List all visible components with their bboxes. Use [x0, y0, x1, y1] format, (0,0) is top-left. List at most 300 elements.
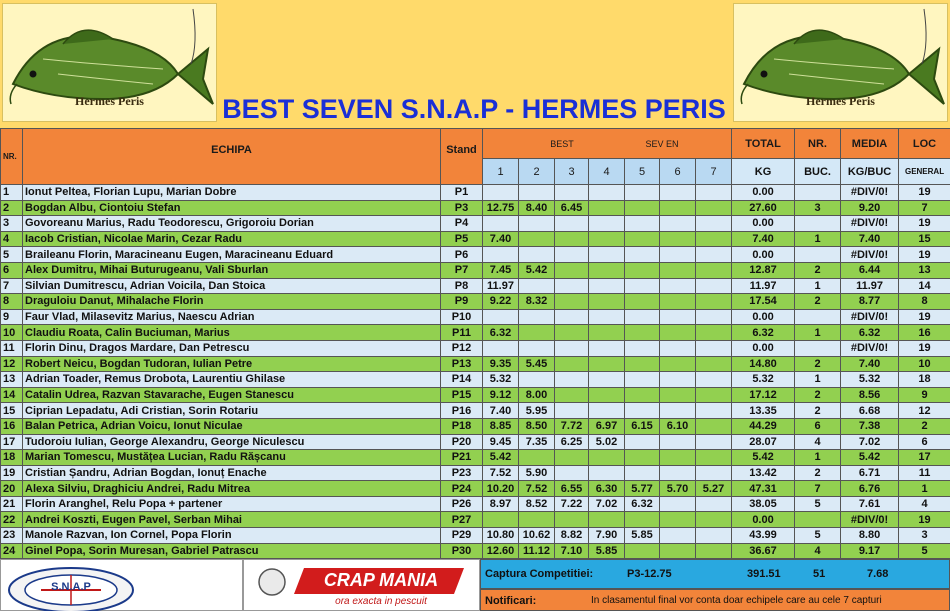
row-loc: 17 — [899, 450, 950, 466]
row-weigh-2: 10.62 — [519, 528, 555, 544]
col-media: MEDIA — [841, 129, 899, 159]
row-weigh-4: 5.02 — [589, 434, 625, 450]
row-team: Cristian Șandru, Adrian Bogdan, Ionuț Enache — [23, 465, 441, 481]
row-weigh-7 — [696, 200, 732, 216]
captura-best: P3-12.75 — [627, 568, 672, 580]
row-weigh-5: 6.32 — [625, 496, 660, 512]
row-team: Tudoroiu Iulian, George Alexandru, George Niculescu — [23, 434, 441, 450]
row-total: 11.97 — [732, 278, 795, 294]
row-team: Florin Aranghel, Relu Popa + partener — [23, 496, 441, 512]
row-weigh-5 — [625, 200, 660, 216]
row-weigh-3 — [555, 450, 589, 466]
row-weigh-3: 6.25 — [555, 434, 589, 450]
row-weigh-6 — [660, 528, 696, 544]
row-weigh-3: 7.22 — [555, 496, 589, 512]
row-nr: 24 — [1, 543, 23, 559]
row-weigh-4 — [589, 340, 625, 356]
row-weigh-4 — [589, 294, 625, 310]
table-row — [1, 481, 950, 497]
row-weigh-3 — [555, 231, 589, 247]
hermes-peris-logo-right — [733, 3, 948, 122]
row-weigh-5 — [625, 543, 660, 559]
row-weigh-5 — [625, 309, 660, 325]
col-weigh-3: 3 — [555, 159, 589, 185]
col-nrbuc-unit: BUC. — [795, 159, 841, 185]
row-weigh-2: 5.90 — [519, 465, 555, 481]
row-weigh-7 — [696, 247, 732, 263]
row-nr: 8 — [1, 294, 23, 310]
row-nr: 22 — [1, 512, 23, 528]
row-team: Govoreanu Marius, Radu Teodorescu, Grigoroiu Dorian — [23, 216, 441, 232]
results-table — [0, 128, 950, 559]
row-team: Marian Tomescu, Mustățea Lucian, Radu Rășcanu — [23, 450, 441, 466]
row-stand: P29 — [441, 528, 483, 544]
row-media: 6.44 — [841, 262, 899, 278]
table-row — [1, 340, 950, 356]
row-weigh-1: 9.45 — [483, 434, 519, 450]
row-nr: 15 — [1, 403, 23, 419]
row-weigh-3 — [555, 465, 589, 481]
col-weigh-7: 7 — [696, 159, 732, 185]
row-stand: P20 — [441, 434, 483, 450]
row-buc — [795, 185, 841, 201]
row-weigh-6 — [660, 356, 696, 372]
row-buc: 3 — [795, 200, 841, 216]
row-weigh-1 — [483, 512, 519, 528]
captura-media: 7.68 — [867, 568, 889, 580]
row-weigh-3 — [555, 387, 589, 403]
row-stand: P23 — [441, 465, 483, 481]
row-weigh-2 — [519, 372, 555, 388]
row-weigh-6: 5.70 — [660, 481, 696, 497]
row-team: Manole Razvan, Ion Cornel, Popa Florin — [23, 528, 441, 544]
row-total: 36.67 — [732, 543, 795, 559]
row-nr: 23 — [1, 528, 23, 544]
row-total: 17.54 — [732, 294, 795, 310]
row-weigh-1 — [483, 185, 519, 201]
row-weigh-3: 7.10 — [555, 543, 589, 559]
row-media: 5.42 — [841, 450, 899, 466]
row-stand: P11 — [441, 325, 483, 341]
row-weigh-1: 9.22 — [483, 294, 519, 310]
table-row — [1, 325, 950, 341]
row-weigh-5 — [625, 356, 660, 372]
row-weigh-1 — [483, 247, 519, 263]
row-weigh-3 — [555, 309, 589, 325]
seven-label: SEV EN — [645, 138, 679, 149]
row-stand: P18 — [441, 418, 483, 434]
row-weigh-7 — [696, 340, 732, 356]
row-weigh-5: 6.15 — [625, 418, 660, 434]
row-weigh-5 — [625, 262, 660, 278]
row-weigh-4 — [589, 387, 625, 403]
row-weigh-6 — [660, 325, 696, 341]
row-stand: P16 — [441, 403, 483, 419]
row-total: 5.32 — [732, 372, 795, 388]
row-media: #DIV/0! — [841, 309, 899, 325]
row-weigh-4 — [589, 356, 625, 372]
row-stand: P27 — [441, 512, 483, 528]
col-weigh-2: 2 — [519, 159, 555, 185]
row-media: #DIV/0! — [841, 340, 899, 356]
row-stand: P6 — [441, 247, 483, 263]
row-weigh-5 — [625, 278, 660, 294]
row-total: 47.31 — [732, 481, 795, 497]
row-nr: 21 — [1, 496, 23, 512]
row-weigh-7 — [696, 356, 732, 372]
row-total: 28.07 — [732, 434, 795, 450]
row-weigh-6 — [660, 340, 696, 356]
row-team: Alexa Silviu, Draghiciu Andrei, Radu Mitrea — [23, 481, 441, 497]
row-weigh-3 — [555, 403, 589, 419]
row-stand: P14 — [441, 372, 483, 388]
row-stand: P21 — [441, 450, 483, 466]
row-media: 7.61 — [841, 496, 899, 512]
row-loc: 13 — [899, 262, 950, 278]
captura-label: Captura Competitiei: — [485, 568, 594, 580]
row-weigh-1: 7.52 — [483, 465, 519, 481]
row-total: 0.00 — [732, 247, 795, 263]
notificari-bar — [480, 589, 950, 611]
row-loc: 12 — [899, 403, 950, 419]
row-loc: 8 — [899, 294, 950, 310]
row-buc: 4 — [795, 543, 841, 559]
row-stand: P1 — [441, 185, 483, 201]
row-weigh-7 — [696, 403, 732, 419]
row-loc: 19 — [899, 216, 950, 232]
row-team: Draguloiu Danut, Mihalache Florin — [23, 294, 441, 310]
row-media: 6.76 — [841, 481, 899, 497]
row-weigh-5 — [625, 512, 660, 528]
row-media: #DIV/0! — [841, 512, 899, 528]
row-weigh-6 — [660, 185, 696, 201]
row-buc — [795, 512, 841, 528]
table-row — [1, 278, 950, 294]
col-weigh-5: 5 — [625, 159, 660, 185]
col-weigh-1: 1 — [483, 159, 519, 185]
row-media: #DIV/0! — [841, 185, 899, 201]
row-buc — [795, 216, 841, 232]
row-weigh-7 — [696, 434, 732, 450]
row-weigh-6 — [660, 434, 696, 450]
row-buc: 2 — [795, 294, 841, 310]
row-media: 7.38 — [841, 418, 899, 434]
row-buc: 2 — [795, 465, 841, 481]
row-team: Silvian Dumitrescu, Adrian Voicila, Dan Stoica — [23, 278, 441, 294]
crap-mania-name: CRAP MANIA — [323, 570, 439, 590]
table-row — [1, 528, 950, 544]
row-buc: 1 — [795, 278, 841, 294]
row-buc: 2 — [795, 387, 841, 403]
row-weigh-2: 11.12 — [519, 543, 555, 559]
row-loc: 19 — [899, 512, 950, 528]
row-weigh-5 — [625, 185, 660, 201]
row-weigh-1: 8.85 — [483, 418, 519, 434]
row-loc: 4 — [899, 496, 950, 512]
row-weigh-3: 8.82 — [555, 528, 589, 544]
row-weigh-1: 7.40 — [483, 403, 519, 419]
row-weigh-3 — [555, 356, 589, 372]
row-buc: 1 — [795, 231, 841, 247]
row-weigh-4 — [589, 450, 625, 466]
row-weigh-5: 5.77 — [625, 481, 660, 497]
row-weigh-2 — [519, 278, 555, 294]
row-stand: P9 — [441, 294, 483, 310]
row-team: Braileanu Florin, Maracineanu Eugen, Maracineanu Eduard — [23, 247, 441, 263]
row-weigh-6: 6.10 — [660, 418, 696, 434]
row-nr: 13 — [1, 372, 23, 388]
row-team: Claudiu Roata, Calin Buciuman, Marius — [23, 325, 441, 341]
row-total: 17.12 — [732, 387, 795, 403]
table-row — [1, 418, 950, 434]
row-nr: 5 — [1, 247, 23, 263]
row-stand: P8 — [441, 278, 483, 294]
row-weigh-4: 6.30 — [589, 481, 625, 497]
row-weigh-4 — [589, 465, 625, 481]
row-weigh-3: 6.45 — [555, 200, 589, 216]
row-loc: 5 — [899, 543, 950, 559]
row-team: Ginel Popa, Sorin Muresan, Gabriel Patrascu — [23, 543, 441, 559]
row-stand: P24 — [441, 481, 483, 497]
row-stand: P3 — [441, 200, 483, 216]
row-weigh-7 — [696, 216, 732, 232]
row-buc — [795, 309, 841, 325]
snap-emblem-icon — [1, 560, 244, 611]
row-weigh-2: 7.52 — [519, 481, 555, 497]
row-total: 0.00 — [732, 185, 795, 201]
row-buc: 5 — [795, 528, 841, 544]
row-nr: 20 — [1, 481, 23, 497]
col-total: TOTAL — [732, 129, 795, 159]
table-row — [1, 465, 950, 481]
row-weigh-2 — [519, 450, 555, 466]
row-weigh-4 — [589, 262, 625, 278]
row-loc: 11 — [899, 465, 950, 481]
row-weigh-4: 6.97 — [589, 418, 625, 434]
row-team: Faur Vlad, Milasevitz Marius, Naescu Adrian — [23, 309, 441, 325]
row-weigh-2 — [519, 340, 555, 356]
row-media: 7.40 — [841, 356, 899, 372]
captura-bar — [480, 559, 950, 589]
row-weigh-3 — [555, 262, 589, 278]
row-total: 5.42 — [732, 450, 795, 466]
table-row — [1, 356, 950, 372]
row-weigh-2: 7.35 — [519, 434, 555, 450]
row-team: Robert Neicu, Bogdan Tudoran, Iulian Petre — [23, 356, 441, 372]
row-loc: 9 — [899, 387, 950, 403]
col-loc: LOC — [899, 129, 950, 159]
row-weigh-5 — [625, 465, 660, 481]
row-stand: P5 — [441, 231, 483, 247]
row-weigh-6 — [660, 387, 696, 403]
col-weigh-6: 6 — [660, 159, 696, 185]
row-weigh-7 — [696, 231, 732, 247]
row-weigh-2: 5.95 — [519, 403, 555, 419]
row-media: 9.17 — [841, 543, 899, 559]
table-row — [1, 294, 950, 310]
row-loc: 19 — [899, 185, 950, 201]
table-row — [1, 372, 950, 388]
row-stand: P4 — [441, 216, 483, 232]
row-nr: 17 — [1, 434, 23, 450]
row-loc: 16 — [899, 325, 950, 341]
row-weigh-3: 6.55 — [555, 481, 589, 497]
hermes-peris-logo-left — [2, 3, 217, 122]
row-weigh-1: 5.32 — [483, 372, 519, 388]
row-weigh-5 — [625, 294, 660, 310]
row-nr: 14 — [1, 387, 23, 403]
row-loc: 19 — [899, 340, 950, 356]
row-weigh-6 — [660, 278, 696, 294]
row-total: 0.00 — [732, 216, 795, 232]
row-weigh-6 — [660, 496, 696, 512]
row-weigh-7 — [696, 496, 732, 512]
row-weigh-7 — [696, 262, 732, 278]
row-team: Ionut Peltea, Florian Lupu, Marian Dobre — [23, 185, 441, 201]
row-weigh-7 — [696, 450, 732, 466]
row-weigh-4 — [589, 325, 625, 341]
col-loc-unit: GENERAL — [899, 159, 950, 185]
row-loc: 19 — [899, 309, 950, 325]
table-row — [1, 216, 950, 232]
row-nr: 9 — [1, 309, 23, 325]
row-weigh-7 — [696, 418, 732, 434]
row-team: Bogdan Albu, Ciontoiu Stefan — [23, 200, 441, 216]
row-weigh-5 — [625, 387, 660, 403]
table-row — [1, 387, 950, 403]
row-weigh-4 — [589, 403, 625, 419]
table-row — [1, 450, 950, 466]
row-weigh-7 — [696, 543, 732, 559]
row-stand: P13 — [441, 356, 483, 372]
row-weigh-4 — [589, 216, 625, 232]
row-weigh-2 — [519, 512, 555, 528]
row-weigh-4: 7.90 — [589, 528, 625, 544]
row-weigh-5 — [625, 340, 660, 356]
col-best-seven — [483, 129, 732, 159]
row-loc: 15 — [899, 231, 950, 247]
row-weigh-1: 8.97 — [483, 496, 519, 512]
row-weigh-6 — [660, 294, 696, 310]
row-stand: P15 — [441, 387, 483, 403]
row-buc: 4 — [795, 434, 841, 450]
row-weigh-5 — [625, 450, 660, 466]
row-weigh-1 — [483, 216, 519, 232]
row-media: 6.32 — [841, 325, 899, 341]
row-total: 12.87 — [732, 262, 795, 278]
row-weigh-5: 5.85 — [625, 528, 660, 544]
row-weigh-5 — [625, 247, 660, 263]
table-row — [1, 543, 950, 559]
row-weigh-6 — [660, 450, 696, 466]
notif-label: Notificari: — [485, 595, 537, 607]
row-media: 6.68 — [841, 403, 899, 419]
row-nr: 19 — [1, 465, 23, 481]
crap-mania-tagline: ora exacta in pescuit — [335, 596, 427, 607]
row-loc: 2 — [899, 418, 950, 434]
row-nr: 1 — [1, 185, 23, 201]
row-buc: 1 — [795, 450, 841, 466]
row-loc: 19 — [899, 247, 950, 263]
row-weigh-4: 7.02 — [589, 496, 625, 512]
row-weigh-7 — [696, 325, 732, 341]
row-media: #DIV/0! — [841, 216, 899, 232]
row-weigh-7 — [696, 309, 732, 325]
best-label: BEST — [550, 138, 574, 149]
row-nr: 3 — [1, 216, 23, 232]
row-media: 11.97 — [841, 278, 899, 294]
col-media-unit: KG/BUC — [841, 159, 899, 185]
row-weigh-3 — [555, 216, 589, 232]
row-weigh-3 — [555, 372, 589, 388]
row-weigh-5 — [625, 403, 660, 419]
row-weigh-2: 8.40 — [519, 200, 555, 216]
row-team: Florin Dinu, Dragos Mardare, Dan Petrescu — [23, 340, 441, 356]
row-loc: 6 — [899, 434, 950, 450]
row-nr: 12 — [1, 356, 23, 372]
row-buc — [795, 340, 841, 356]
row-weigh-1: 5.42 — [483, 450, 519, 466]
row-weigh-4 — [589, 309, 625, 325]
row-stand: P30 — [441, 543, 483, 559]
row-buc: 2 — [795, 403, 841, 419]
row-weigh-4 — [589, 278, 625, 294]
row-weigh-6 — [660, 231, 696, 247]
row-weigh-6 — [660, 200, 696, 216]
row-weigh-7 — [696, 528, 732, 544]
col-nr-buc: NR. — [795, 129, 841, 159]
row-weigh-3 — [555, 247, 589, 263]
row-total: 27.60 — [732, 200, 795, 216]
row-team: Adrian Toader, Remus Drobota, Laurentiu Ghilase — [23, 372, 441, 388]
row-buc: 1 — [795, 325, 841, 341]
row-weigh-5 — [625, 325, 660, 341]
table-row — [1, 309, 950, 325]
row-loc: 18 — [899, 372, 950, 388]
row-stand: P26 — [441, 496, 483, 512]
row-weigh-3: 7.72 — [555, 418, 589, 434]
row-weigh-5 — [625, 231, 660, 247]
row-team: Iacob Cristian, Nicolae Marin, Cezar Radu — [23, 231, 441, 247]
row-weigh-7: 5.27 — [696, 481, 732, 497]
row-team: Ciprian Lepadatu, Adi Cristian, Sorin Rotariu — [23, 403, 441, 419]
table-row — [1, 512, 950, 528]
row-weigh-1: 12.60 — [483, 543, 519, 559]
row-nr: 10 — [1, 325, 23, 341]
row-nr: 16 — [1, 418, 23, 434]
col-weigh-4: 4 — [589, 159, 625, 185]
row-nr: 11 — [1, 340, 23, 356]
row-weigh-2 — [519, 247, 555, 263]
table-row — [1, 200, 950, 216]
row-weigh-3 — [555, 325, 589, 341]
row-loc: 7 — [899, 200, 950, 216]
row-weigh-2: 8.50 — [519, 418, 555, 434]
table-row — [1, 262, 950, 278]
row-buc: 2 — [795, 356, 841, 372]
row-weigh-3 — [555, 340, 589, 356]
row-weigh-3 — [555, 512, 589, 528]
row-weigh-2: 5.42 — [519, 262, 555, 278]
row-weigh-6 — [660, 403, 696, 419]
row-total: 0.00 — [732, 340, 795, 356]
row-weigh-6 — [660, 465, 696, 481]
row-media: 6.71 — [841, 465, 899, 481]
row-total: 38.05 — [732, 496, 795, 512]
row-weigh-4: 5.85 — [589, 543, 625, 559]
row-weigh-4 — [589, 200, 625, 216]
row-weigh-1: 9.12 — [483, 387, 519, 403]
